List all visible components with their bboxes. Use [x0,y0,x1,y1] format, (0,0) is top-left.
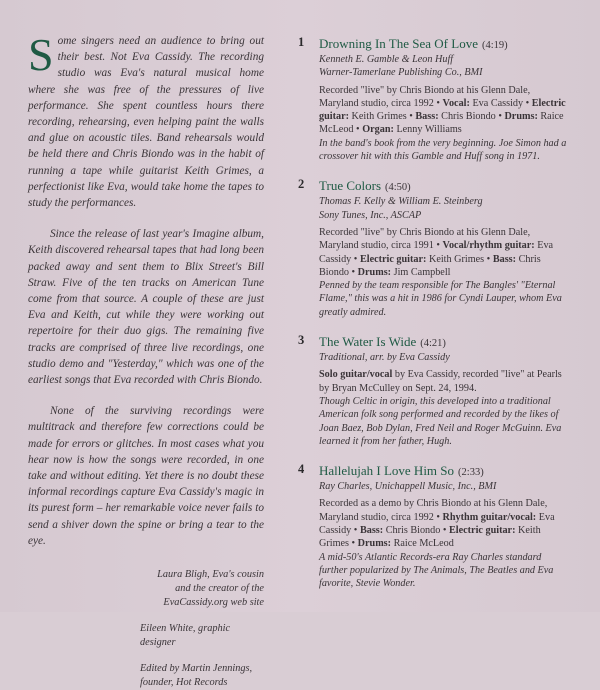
track-personnel: Solo guitar/vocal by Eva Cassidy, recorded "live" at Pearls by Bryan McCulley on Sept. 24, 1994. [319,369,562,394]
track-duration: (4:21) [420,338,446,350]
track-title: The Water Is Wide [319,334,417,350]
essay-paragraph-3: None of the surviving recordings were multitrack and therefore few corrections could be made for errors or glitches. In most cases what you hear now is how the songs were recorded, in one take and without editing. Yet there is no doubt these informal recordings capture Eva Cassidy's magic in its purest form – her remarkable voice never fails to send a shiver down the spine or bring a tear to the eye. [28,405,264,547]
track-title: True Colors [319,178,382,194]
track-number: 3 [298,333,305,348]
track-personnel: Recorded "live" by Chris Biondo at his Glenn Dale, Maryland studio, circa 1991 • Vocal/rhythm guitar: Eva Cassidy • Electric guitar: Keith Grimes • Bass: Chris Biondo • Drums: Jim Campbell [319,226,554,278]
author-name: Laura Bligh, Eva's cousin [157,569,264,581]
track-note: In the band's book from the very beginning. Joe Simon had a crossover hit with this Gamble and Huff song in 1971. [319,137,567,163]
track-number: 2 [298,177,305,192]
track-3 [298,333,570,448]
track-title: Hallelujah I Love Him So [319,463,455,479]
editor-credit: Edited by Martin Jennings, [140,663,253,675]
track-personnel: Recorded as a demo by Chris Biondo at his Glenn Dale, Maryland studio, circa 1992 • Rhythm guitar/vocal: Eva Cassidy • Bass: Chris Biondo • Electric guitar: Keith Grimes • Drums: Raice McLeod [319,498,555,550]
essay-paragraph-1: Some singers need an audience to bring out their best. Not Eva Cassidy. The recording studio was Eva's natural musical home where she was free of the pressures of live performance. She spent countless hours there recording, rehearsing, even helping paint the walls and glue on acoustic tiles. Band rehearsals would be held there and Chris Biondo was in the habit of running a tape while guitarist Keith Grimes, a perfectionist like Eva, would take home the tapes to study the performances. [28,29,264,210]
designer-credit: Eileen White, graphic designer [140,623,231,649]
track-writers: Kenneth E. Gamble & Leon Huff [319,54,454,65]
essay-paragraph-2: Since the release of last year's Imagine album, Keith discovered rehearsal tapes that had long been packed away and sent them to Blix Street's Bill Straw. Five of the ten tracks on American Tune come from that source. A couple of these are just Eva and Keith, cut while they were working out repertoire for their duo gigs. The remaining five tracks are comprised of three live recordings, one studio demo and "Yesterday," which was one of the earliest songs that Eva recorded with Chris Biondo. [28,228,264,387]
track-personnel: Recorded "live" by Chris Biondo at his Glenn Dale, Maryland studio, circa 1992 • Vocal: Eva Cassidy • Electric guitar: Keith Grimes • Bass: Chris Biondo • Drums: Raice McLeod • Organ: Lenny Williams [319,84,566,136]
track-duration: (2:33) [458,467,484,479]
drop-cap: S [28,29,54,80]
track-duration: (4:19) [481,40,508,51]
track-title: Drowning In The Sea Of Love [319,36,478,51]
track-1 [298,35,570,163]
track-writers: Ray Charles, Unichappell Music, Inc., BMI [319,481,497,493]
track-note: A mid-50's Atlantic Records-era Ray Charles standard further popularized by The Animals, The Beatles and Eva favorite, Stevie Wonder. [319,551,554,590]
track-list [298,35,570,591]
track-publisher: Sony Tunes, Inc., ASCAP [319,209,422,221]
author-website: EvaCassidy.org web site [163,597,264,609]
track-note: Penned by the team responsible for The Bangles' "Eternal Flame," this was a hit in 1986 for Cyndi Lauper, whom Eva greatly admired. [319,280,562,318]
track-publisher: Warner-Tamerlane Publishing Co., BMI [319,67,483,79]
track-number: 1 [298,35,305,49]
track-duration: (4:50) [385,182,411,194]
track-note: Though Celtic in origin, this developed into a traditional American folk song performed and recorded by the likes of Joan Baez, Bob Dylan, Fred Neil and Roger McGuinn. Eva learned it from her father, Hugh. [319,395,562,447]
editor-role: founder, Hot Records [140,677,228,689]
track-number: 4 [298,462,305,477]
essay-column [28,29,264,690]
track-4 [298,462,570,590]
track-writers: Traditional, arr. by Eva Cassidy [319,352,450,364]
track-2 [298,177,570,319]
author-role: and the creator of the [175,583,264,595]
track-writers: Thomas F. Kelly & William E. Steinberg [319,196,483,208]
